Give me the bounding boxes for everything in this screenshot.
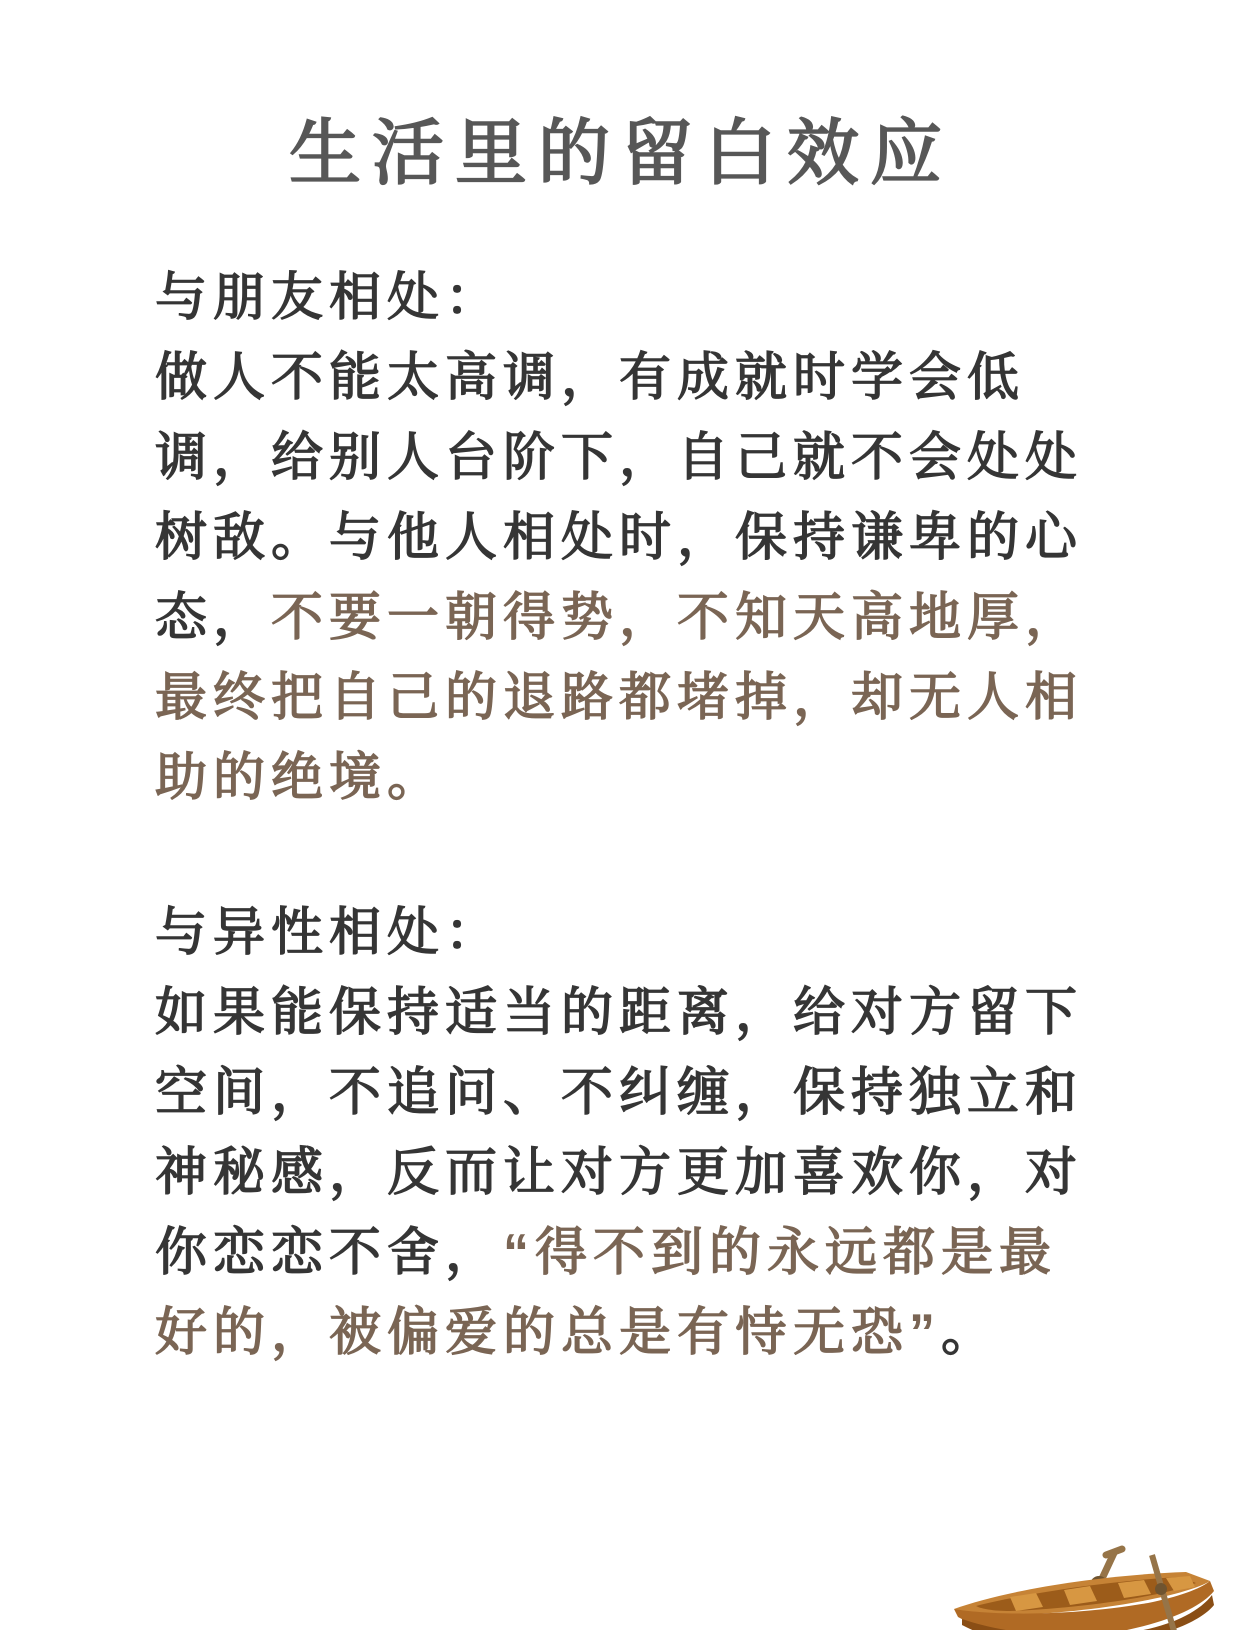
text-line [155, 338, 1102, 418]
section-1 [155, 893, 1102, 1373]
section-heading: 与朋友相处： [155, 269, 504, 327]
text-line [155, 658, 1102, 738]
rowboat-icon [948, 1545, 1218, 1630]
body-text: 。 [941, 1304, 1000, 1362]
text-line [155, 738, 1102, 818]
page-title: 生活里的留白效应 [288, 114, 953, 194]
highlighted-text: 最终把自己的退路都堵掉，却无人相 [155, 669, 1084, 727]
highlighted-text: “得不到的永远都是最 [503, 1224, 1058, 1282]
text-line [155, 1133, 1102, 1213]
text-line [155, 1213, 1102, 1293]
text-line [155, 498, 1102, 578]
text-line [155, 578, 1102, 658]
body-text: 做人不能太高调，有成就时学会低 [155, 349, 1026, 407]
text-line [155, 1053, 1102, 1133]
body-text: 调，给别人台阶下，自己就不会处处 [155, 429, 1084, 487]
body-text: 神秘感，反而让对方更加喜欢你，对 [155, 1144, 1084, 1202]
body-text: 你恋恋不舍， [155, 1224, 504, 1282]
highlighted-text: 助的绝境。 [155, 749, 446, 807]
body-text: 态， [155, 589, 272, 647]
highlighted-text: 好的，被偏爱的总是有恃无恐” [155, 1304, 942, 1362]
text-line [155, 418, 1102, 498]
highlighted-text: 不要一朝得势，不知天高地厚， [271, 589, 1084, 647]
body-text: 树敌。与他人相处时，保持谦卑的心 [155, 509, 1084, 567]
rowboat-illustration [948, 1545, 1218, 1630]
text-line [155, 973, 1102, 1053]
body-text-area [155, 258, 1102, 1373]
body-text: 空间，不追问、不纠缠，保持独立和 [155, 1064, 1084, 1122]
section-0 [155, 258, 1102, 818]
body-text: 如果能保持适当的距离，给对方留下 [155, 984, 1084, 1042]
section-heading: 与异性相处： [155, 904, 504, 962]
text-line [155, 1293, 1102, 1373]
